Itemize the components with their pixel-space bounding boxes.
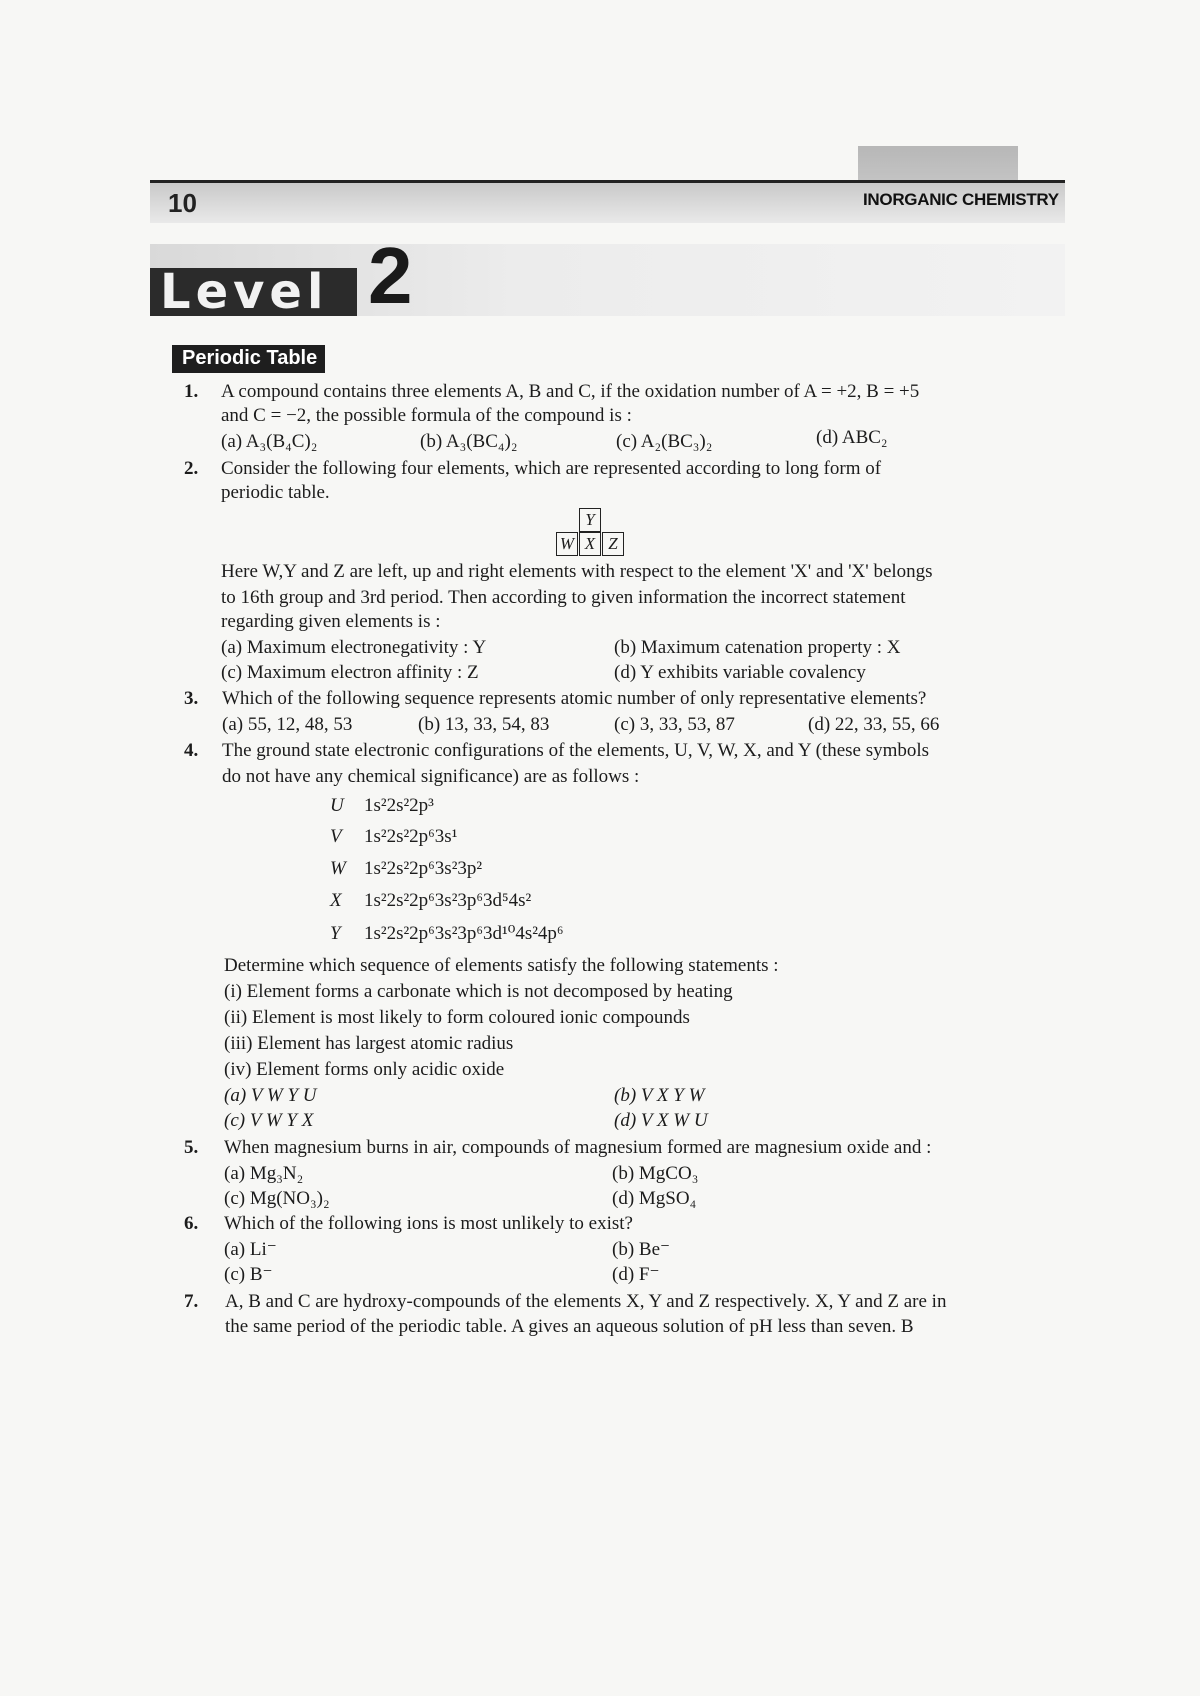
answer-option: (c) Maximum electron affinity : Z bbox=[221, 662, 479, 683]
question-number: 4. bbox=[184, 740, 199, 761]
element-symbol: Y bbox=[330, 923, 341, 944]
question-text: A, B and C are hydroxy-compounds of the elements X, Y and Z respectively. X, Y and Z are in bbox=[225, 1291, 947, 1312]
answer-option: (d) V X W U bbox=[614, 1110, 708, 1131]
answer-option: (d) 22, 33, 55, 66 bbox=[808, 714, 940, 735]
section-title: Periodic Table bbox=[172, 345, 325, 373]
grid-cell-right: Z bbox=[602, 532, 624, 556]
question-number: 1. bbox=[184, 381, 199, 402]
answer-option: (a) V W Y U bbox=[224, 1085, 317, 1106]
question-number: 7. bbox=[184, 1291, 199, 1312]
grid-cell-top: Y bbox=[579, 508, 601, 532]
answer-option: (c) 3, 33, 53, 87 bbox=[614, 714, 735, 735]
question-number: 6. bbox=[184, 1213, 199, 1234]
answer-option: (c) B⁻ bbox=[224, 1264, 273, 1285]
question-text: Which of the following ions is most unlikely to exist? bbox=[224, 1213, 633, 1234]
electron-config: 1s²2s²2p⁶3s²3p⁶3d⁵4s² bbox=[364, 890, 532, 911]
electron-config: 1s²2s²2p⁶3s²3p² bbox=[364, 858, 483, 879]
answer-option: (a) Mg₃N₂ bbox=[224, 1163, 304, 1184]
answer-option: (d) ABC₂ bbox=[816, 427, 888, 448]
question-number: 2. bbox=[184, 458, 199, 479]
question-text: The ground state electronic configurations of the elements, U, V, W, X, and Y (these symbols bbox=[222, 740, 930, 761]
answer-option: (a) A₃(B₄C)₂ bbox=[221, 431, 318, 452]
answer-option: (a) 55, 12, 48, 53 bbox=[222, 714, 353, 735]
answer-option: (d) MgSO₄ bbox=[612, 1188, 697, 1209]
answer-option: (b) Be⁻ bbox=[612, 1239, 671, 1260]
question-text: When magnesium burns in air, compounds of magnesium formed are magnesium oxide and : bbox=[224, 1137, 932, 1158]
answer-option: (c) Mg(NO₃)₂ bbox=[224, 1188, 330, 1209]
question-number: 5. bbox=[184, 1137, 199, 1158]
answer-option: (b) A₃(BC₄)₂ bbox=[420, 431, 518, 452]
statement: (iv) Element forms only acidic oxide bbox=[224, 1059, 505, 1080]
electron-config: 1s²2s²2p⁶3s²3p⁶3d¹⁰4s²4p⁶ bbox=[364, 923, 564, 944]
question-text: Consider the following four elements, which are represented according to long form of bbox=[221, 458, 882, 479]
electron-config: 1s²2s²2p⁶3s¹ bbox=[364, 826, 458, 847]
answer-option: (c) A₂(BC₃)₂ bbox=[616, 431, 713, 452]
question-text: to 16th group and 3rd period. Then according to given information the incorrect statement bbox=[221, 587, 906, 608]
answer-option: (a) Maximum electronegativity : Y bbox=[221, 637, 487, 658]
level-label: Level bbox=[160, 264, 329, 320]
question-text: Here W,Y and Z are left, up and right elements with respect to the element 'X' and 'X' belongs bbox=[221, 561, 933, 582]
answer-option: (b) MgCO₃ bbox=[612, 1163, 699, 1184]
subject-title: INORGANIC CHEMISTRY bbox=[863, 190, 1059, 209]
element-symbol: X bbox=[330, 890, 342, 911]
question-text: regarding given elements is : bbox=[221, 611, 441, 632]
question-text: do not have any chemical significance) are as follows : bbox=[222, 766, 640, 787]
config-row bbox=[330, 826, 457, 848]
statement: (ii) Element is most likely to form coloured ionic compounds bbox=[224, 1007, 690, 1028]
answer-option: (b) Maximum catenation property : X bbox=[614, 637, 901, 658]
element-symbol: W bbox=[330, 858, 346, 879]
level-number: 2 bbox=[368, 231, 413, 320]
answer-option: (c) V W Y X bbox=[224, 1110, 314, 1131]
answer-option: (d) Y exhibits variable covalency bbox=[614, 662, 866, 683]
config-row bbox=[330, 890, 531, 912]
page-number: 10 bbox=[168, 188, 197, 218]
question-number: 3. bbox=[184, 688, 199, 709]
answer-option: (d) F⁻ bbox=[612, 1264, 660, 1285]
question-text: A compound contains three elements A, B and C, if the oxidation number of A = +2, B = +5 bbox=[221, 381, 920, 402]
answer-option: (b) 13, 33, 54, 83 bbox=[418, 714, 550, 735]
config-row bbox=[330, 795, 434, 817]
element-symbol: V bbox=[330, 826, 342, 847]
answer-option: (a) Li⁻ bbox=[224, 1239, 277, 1260]
question-text: periodic table. bbox=[221, 482, 330, 503]
config-row bbox=[330, 858, 482, 880]
electron-config: 1s²2s²2p³ bbox=[364, 795, 434, 816]
grid-cell-left: W bbox=[556, 532, 578, 556]
question-text: the same period of the periodic table. A gives an aqueous solution of pH less than seven. B bbox=[225, 1316, 914, 1337]
question-text: Which of the following sequence represents atomic number of only representative elements? bbox=[222, 688, 927, 709]
question-text: Determine which sequence of elements satisfy the following statements : bbox=[224, 955, 779, 976]
statement: (i) Element forms a carbonate which is not decomposed by heating bbox=[224, 981, 733, 1002]
element-symbol: U bbox=[330, 795, 344, 816]
answer-option: (b) V X Y W bbox=[614, 1085, 705, 1106]
grid-cell-center: X bbox=[579, 532, 601, 556]
question-text: and C = −2, the possible formula of the compound is : bbox=[221, 405, 632, 426]
config-row bbox=[330, 922, 564, 945]
statement: (iii) Element has largest atomic radius bbox=[224, 1033, 514, 1054]
